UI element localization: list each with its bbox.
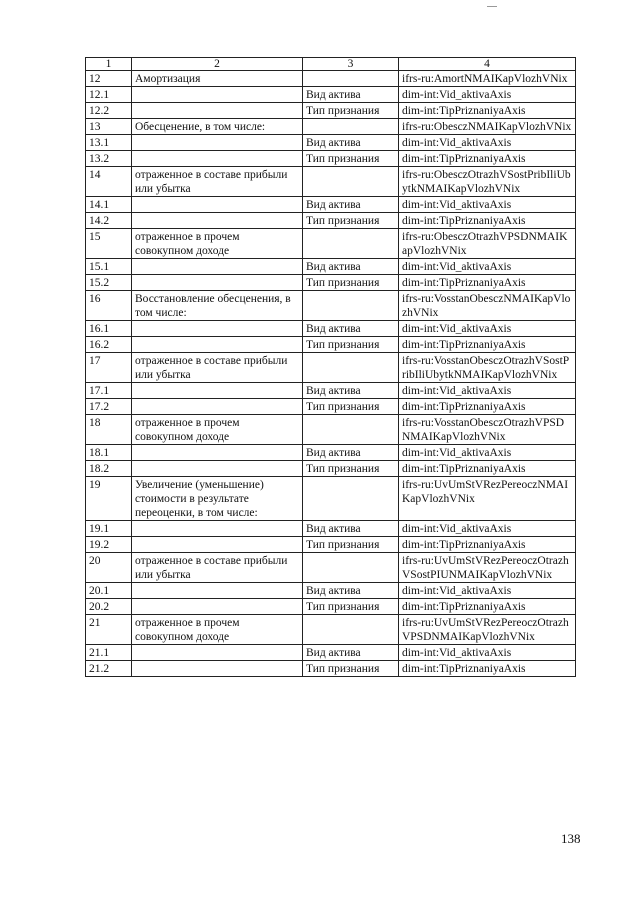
table-row: [86, 645, 576, 661]
taxonomy-element: ifrs-ru:UvUmStVRezPereoczOtrazhVPSDNMAIKapVlozhVNix: [399, 615, 576, 645]
table-row: [86, 415, 576, 445]
taxonomy-element: dim-int:TipPriznaniyaAxis: [399, 537, 576, 553]
indicator-name: [132, 197, 303, 213]
indicator-name: [132, 321, 303, 337]
row-number: 12: [86, 71, 132, 87]
taxonomy-element: dim-int:TipPriznaniyaAxis: [399, 337, 576, 353]
indicator-name: [132, 87, 303, 103]
axis-type: [303, 477, 399, 521]
indicator-name: [132, 151, 303, 167]
taxonomy-element: ifrs-ru:AmortNMAIKapVlozhVNix: [399, 71, 576, 87]
header-row: [86, 58, 576, 71]
row-number: 12.1: [86, 87, 132, 103]
row-number: 14: [86, 167, 132, 197]
axis-type: [303, 229, 399, 259]
taxonomy-element: dim-int:Vid_aktivaAxis: [399, 259, 576, 275]
taxonomy-element: dim-int:Vid_aktivaAxis: [399, 583, 576, 599]
taxonomy-element: dim-int:TipPriznaniyaAxis: [399, 661, 576, 677]
table-row: [86, 461, 576, 477]
indicator-name: [132, 645, 303, 661]
indicator-name: [132, 583, 303, 599]
row-number: 17: [86, 353, 132, 383]
indicator-name: [132, 521, 303, 537]
table-row: [86, 135, 576, 151]
indicator-name: [132, 259, 303, 275]
table-row: [86, 521, 576, 537]
row-number: 21: [86, 615, 132, 645]
table-row: [86, 167, 576, 197]
row-number: 20.1: [86, 583, 132, 599]
row-number: 19.2: [86, 537, 132, 553]
table-row: [86, 353, 576, 383]
table-row: [86, 229, 576, 259]
table-row: [86, 583, 576, 599]
indicator-name: [132, 213, 303, 229]
taxonomy-element: dim-int:TipPriznaniyaAxis: [399, 151, 576, 167]
indicator-name: Обесценение, в том числе:: [132, 119, 303, 135]
axis-type: [303, 71, 399, 87]
axis-type: Вид актива: [303, 445, 399, 461]
row-number: 19.1: [86, 521, 132, 537]
axis-type: [303, 615, 399, 645]
taxonomy-element: dim-int:TipPriznaniyaAxis: [399, 599, 576, 615]
row-number: 21.1: [86, 645, 132, 661]
table-row: [86, 399, 576, 415]
col-header-1: 1: [86, 58, 132, 71]
taxonomy-element: dim-int:Vid_aktivaAxis: [399, 383, 576, 399]
row-number: 18.1: [86, 445, 132, 461]
taxonomy-element: dim-int:Vid_aktivaAxis: [399, 197, 576, 213]
table-row: [86, 119, 576, 135]
table-row: [86, 599, 576, 615]
axis-type: Вид актива: [303, 87, 399, 103]
axis-type: [303, 119, 399, 135]
axis-type: Вид актива: [303, 645, 399, 661]
row-number: 16.2: [86, 337, 132, 353]
table-row: [86, 291, 576, 321]
row-number: 14.2: [86, 213, 132, 229]
axis-type: [303, 353, 399, 383]
table-row: [86, 383, 576, 399]
table-row: [86, 213, 576, 229]
row-number: 20: [86, 553, 132, 583]
taxonomy-element: ifrs-ru:VosstanObesczOtrazhVSostPribIliUbytkNMAIKapVlozhVNix: [399, 353, 576, 383]
axis-type: Тип признания: [303, 599, 399, 615]
row-number: 18.2: [86, 461, 132, 477]
col-header-4: 4: [399, 58, 576, 71]
table-row: [86, 477, 576, 521]
taxonomy-table: [85, 57, 576, 677]
axis-type: Вид актива: [303, 259, 399, 275]
table-row: [86, 615, 576, 645]
table-row: [86, 87, 576, 103]
indicator-name: отраженное в составе прибыли или убытка: [132, 353, 303, 383]
table-row: [86, 275, 576, 291]
row-number: 16: [86, 291, 132, 321]
taxonomy-element: dim-int:Vid_aktivaAxis: [399, 87, 576, 103]
axis-type: Тип признания: [303, 275, 399, 291]
taxonomy-element: ifrs-ru:VosstanObesczNMAIKapVlozhVNix: [399, 291, 576, 321]
indicator-name: [132, 383, 303, 399]
indicator-name: Восстановление обесценения, в том числе:: [132, 291, 303, 321]
table-row: [86, 661, 576, 677]
table-body: [86, 71, 576, 677]
indicator-name: отраженное в составе прибыли или убытка: [132, 553, 303, 583]
table-row: [86, 103, 576, 119]
axis-type: Тип признания: [303, 461, 399, 477]
taxonomy-element: dim-int:TipPriznaniyaAxis: [399, 275, 576, 291]
row-number: 12.2: [86, 103, 132, 119]
indicator-name: [132, 445, 303, 461]
taxonomy-element: dim-int:Vid_aktivaAxis: [399, 521, 576, 537]
table-row: [86, 553, 576, 583]
row-number: 13.1: [86, 135, 132, 151]
axis-type: Вид актива: [303, 521, 399, 537]
axis-type: Тип признания: [303, 103, 399, 119]
indicator-name: [132, 103, 303, 119]
table-row: [86, 445, 576, 461]
page-number: 138: [561, 831, 581, 846]
axis-type: Тип признания: [303, 661, 399, 677]
taxonomy-element: dim-int:Vid_aktivaAxis: [399, 135, 576, 151]
axis-type: Вид актива: [303, 383, 399, 399]
col-header-2: 2: [132, 58, 303, 71]
taxonomy-element: dim-int:TipPriznaniyaAxis: [399, 461, 576, 477]
table-row: [86, 197, 576, 213]
indicator-name: [132, 399, 303, 415]
taxonomy-element: dim-int:Vid_aktivaAxis: [399, 445, 576, 461]
row-number: 16.1: [86, 321, 132, 337]
taxonomy-element: dim-int:Vid_aktivaAxis: [399, 321, 576, 337]
row-number: 15: [86, 229, 132, 259]
row-number: 13: [86, 119, 132, 135]
indicator-name: [132, 537, 303, 553]
axis-type: Тип признания: [303, 213, 399, 229]
taxonomy-element: dim-int:TipPriznaniyaAxis: [399, 399, 576, 415]
table-row: [86, 537, 576, 553]
row-number: 15.2: [86, 275, 132, 291]
table-row: [86, 321, 576, 337]
axis-type: Тип признания: [303, 151, 399, 167]
scan-mark: [487, 6, 497, 7]
row-number: 17.2: [86, 399, 132, 415]
taxonomy-element: dim-int:Vid_aktivaAxis: [399, 645, 576, 661]
taxonomy-element: dim-int:TipPriznaniyaAxis: [399, 213, 576, 229]
row-number: 18: [86, 415, 132, 445]
col-header-3: 3: [303, 58, 399, 71]
table-row: [86, 151, 576, 167]
taxonomy-element: ifrs-ru:ObesczOtrazhVSostPribIliUbytkNMAIKapVlozhVNix: [399, 167, 576, 197]
indicator-name: [132, 599, 303, 615]
indicator-name: отраженное в составе прибыли или убытка: [132, 167, 303, 197]
indicator-name: Амортизация: [132, 71, 303, 87]
taxonomy-element: ifrs-ru:ObesczNMAIKapVlozhVNix: [399, 119, 576, 135]
row-number: 19: [86, 477, 132, 521]
indicator-name: [132, 461, 303, 477]
indicator-name: отраженное в прочем совокупном доходе: [132, 615, 303, 645]
axis-type: [303, 553, 399, 583]
row-number: 15.1: [86, 259, 132, 275]
indicator-name: [132, 337, 303, 353]
row-number: 20.2: [86, 599, 132, 615]
axis-type: [303, 167, 399, 197]
indicator-name: отраженное в прочем совокупном доходе: [132, 229, 303, 259]
axis-type: Тип признания: [303, 399, 399, 415]
indicator-name: [132, 275, 303, 291]
row-number: 21.2: [86, 661, 132, 677]
indicator-name: [132, 135, 303, 151]
axis-type: [303, 291, 399, 321]
axis-type: Тип признания: [303, 337, 399, 353]
indicator-name: отраженное в прочем совокупном доходе: [132, 415, 303, 445]
row-number: 13.2: [86, 151, 132, 167]
indicator-name: Увеличение (уменьшение) стоимости в результате переоценки, в том числе:: [132, 477, 303, 521]
row-number: 14.1: [86, 197, 132, 213]
table-row: [86, 71, 576, 87]
taxonomy-element: ifrs-ru:UvUmStVRezPereoczOtrazhVSostPIUNMAIKapVlozhVNix: [399, 553, 576, 583]
axis-type: Вид актива: [303, 135, 399, 151]
indicator-name: [132, 661, 303, 677]
table-row: [86, 337, 576, 353]
taxonomy-element: ifrs-ru:VosstanObesczOtrazhVPSDNMAIKapVlozhVNix: [399, 415, 576, 445]
row-number: 17.1: [86, 383, 132, 399]
axis-type: Вид актива: [303, 197, 399, 213]
axis-type: Тип признания: [303, 537, 399, 553]
taxonomy-element: ifrs-ru:ObesczOtrazhVPSDNMAIKapVlozhVNix: [399, 229, 576, 259]
table-row: [86, 259, 576, 275]
taxonomy-element: dim-int:TipPriznaniyaAxis: [399, 103, 576, 119]
axis-type: Вид актива: [303, 583, 399, 599]
taxonomy-element: ifrs-ru:UvUmStVRezPereoczNMAIKapVlozhVNix: [399, 477, 576, 521]
axis-type: Вид актива: [303, 321, 399, 337]
axis-type: [303, 415, 399, 445]
